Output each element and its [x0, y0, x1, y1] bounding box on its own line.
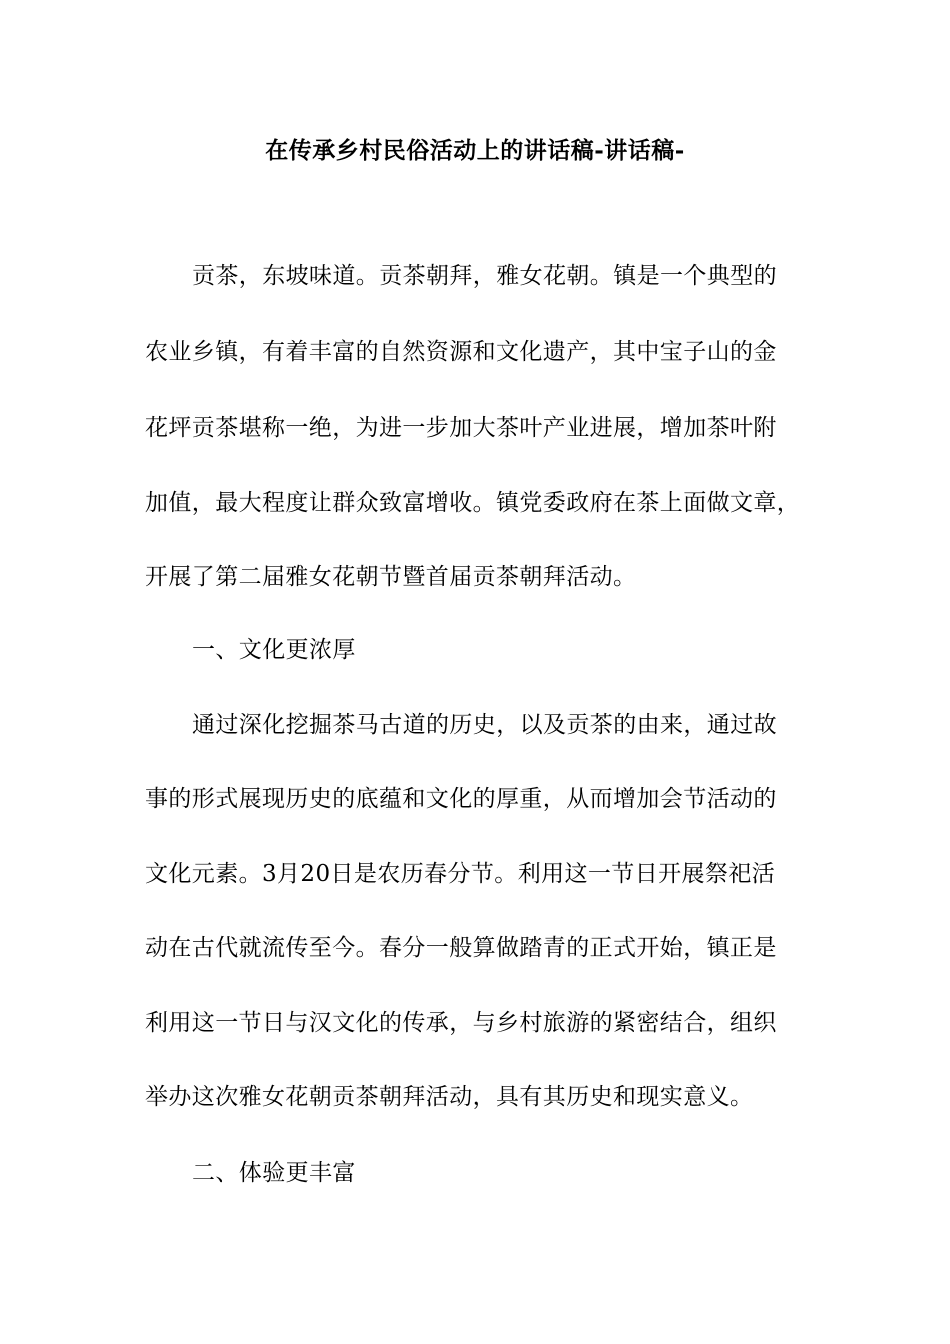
paragraph-2-line-6: 举办这次雅女花朝贡茶朝拜活动，具有其历史和现实意义。 — [145, 1084, 754, 1110]
paragraph-2-line-2: 事的形式展现历史的底蕴和文化的厚重，从而增加会节活动的 — [145, 786, 777, 812]
paragraph-2-line-5: 利用这一节日与汉文化的传承，与乡村旅游的紧密结合，组织 — [145, 1010, 777, 1036]
paragraph-2-line-1: 通过深化挖掘茶马古道的历史，以及贡茶的由来，通过故 — [192, 712, 777, 738]
section-heading-1: 一、文化更浓厚 — [192, 637, 356, 663]
paragraph-1-line-4: 加值，最大程度让群众致富增收。镇党委政府在茶上面做文章， — [145, 490, 801, 516]
paragraph-1-line-1: 贡茶，东坡味道。贡茶朝拜，雅女花朝。镇是一个典型的 — [192, 263, 777, 289]
section-heading-2: 二、体验更丰富 — [192, 1160, 356, 1186]
paragraph-1-line-2: 农业乡镇，有着丰富的自然资源和文化遗产，其中宝子山的金 — [145, 339, 777, 365]
paragraph-1-line-3: 花坪贡茶堪称一绝，为进一步加大茶叶产业进展，增加茶叶附 — [145, 415, 777, 441]
paragraph-2-line-4: 动在古代就流传至今。春分一般算做踏青的正式开始，镇正是 — [145, 935, 777, 961]
paragraph-1-line-5: 开展了第二届雅女花朝节暨首届贡茶朝拜活动。 — [145, 564, 637, 590]
paragraph-2-line-3: 文化元素。3月20日是农历春分节。利用这一节日开展祭祀活 — [145, 861, 776, 887]
document-title: 在传承乡村民俗活动上的讲话稿-讲话稿- — [265, 137, 685, 164]
